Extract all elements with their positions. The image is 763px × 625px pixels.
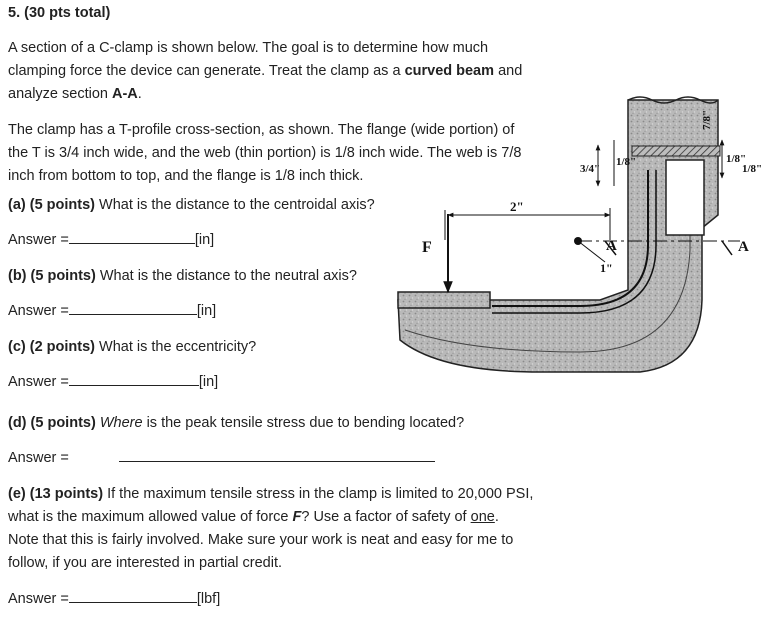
inner-curve-outer — [492, 170, 648, 306]
force-label: F — [422, 239, 432, 256]
section-label-right: A — [738, 239, 749, 255]
question-e-label: (e) (13 points) — [8, 486, 104, 502]
question-e-text-2-mid: ? Use a factor of safety of — [301, 509, 467, 525]
answer-e-prefix: Answer = — [8, 591, 69, 607]
curved-beam-emphasis: curved beam — [404, 63, 495, 79]
question-e-text-2: what is the maximum allowed value of force — [8, 509, 289, 525]
answer-b-unit: [in] — [196, 303, 217, 319]
intro-line-3-end: . — [137, 86, 142, 102]
question-d-label: (d) (5 points) — [8, 415, 96, 431]
radius-leader — [578, 241, 605, 262]
clamp-body — [398, 100, 718, 372]
column-slot — [666, 160, 704, 235]
force-symbol: F — [292, 509, 302, 525]
answer-e-unit: [lbf] — [196, 591, 221, 607]
dim-2in-label: 2" — [510, 199, 524, 214]
section-label-left: A — [606, 238, 617, 254]
dim-7-8-label: 7/8" — [701, 109, 713, 130]
clamp-top-lip — [398, 292, 490, 308]
question-b-text: What is the distance to the neutral axis? — [99, 268, 357, 284]
dim-1in-label: 1" — [600, 261, 613, 275]
section-aa-emphasis: A-A — [111, 86, 138, 102]
answer-c-prefix: Answer = — [8, 374, 69, 390]
intro-line-2-end: and — [498, 63, 523, 79]
question-c-label: (c) (2 points) — [8, 339, 95, 355]
intro-line-1: A section of a C-clamp is shown below. The goal is to determine how much — [8, 40, 489, 56]
question-d-text: is the peak tensile stress due to bending located? — [146, 415, 465, 431]
answer-c-unit: [in] — [198, 374, 219, 390]
intro-line-3-text: analyze section — [8, 86, 108, 102]
question-e-text-2-end: . — [494, 509, 499, 525]
safety-factor-one: one — [470, 509, 495, 525]
question-a-text: What is the distance to the centroidal axis? — [99, 197, 375, 213]
answer-a-prefix: Answer = — [8, 232, 69, 248]
answer-b-prefix: Answer = — [8, 303, 69, 319]
profile-line-1: The clamp has a T-profile cross-section, as shown. The flange (wide portion) of — [8, 122, 515, 138]
question-b-label: (b) (5 points) — [8, 268, 96, 284]
dim-1-8-web-label: 1/8" — [742, 163, 763, 175]
profile-line-3: inch from bottom to top, and the flange is 1/8 inch thick. — [8, 168, 364, 184]
answer-d-prefix: Answer = — [8, 450, 69, 466]
dim-1-8-flange-label: 1/8" — [616, 156, 637, 168]
profile-line-2: the T is 3/4 inch wide, and the web (thin portion) is 1/8 inch wide. The web is 7/8 — [8, 145, 522, 161]
answer-a-unit: [in] — [194, 232, 215, 248]
dim-3-4-label: 3/4" — [580, 163, 601, 175]
question-a-label: (a) (5 points) — [8, 197, 95, 213]
question-e-line-4: follow, if you are interested in partial credit. — [8, 555, 283, 571]
question-d-italic: Where — [99, 415, 143, 431]
question-e-text-1: If the maximum tensile stress in the clamp is limited to 20,000 PSI, — [107, 486, 534, 502]
problem-header: 5. (30 pts total) — [8, 5, 111, 21]
section-arrow-right — [722, 241, 732, 255]
dim-1-8-right-label: 1/8" — [726, 153, 747, 165]
question-e-line-3: Note that this is fairly involved. Make sure your work is neat and easy for me to — [8, 532, 514, 548]
question-c-text: What is the eccentricity? — [99, 339, 257, 355]
flange-hatch — [632, 146, 720, 156]
intro-line-2-text: clamping force the device can generate. Treat the clamp as a — [8, 63, 401, 79]
